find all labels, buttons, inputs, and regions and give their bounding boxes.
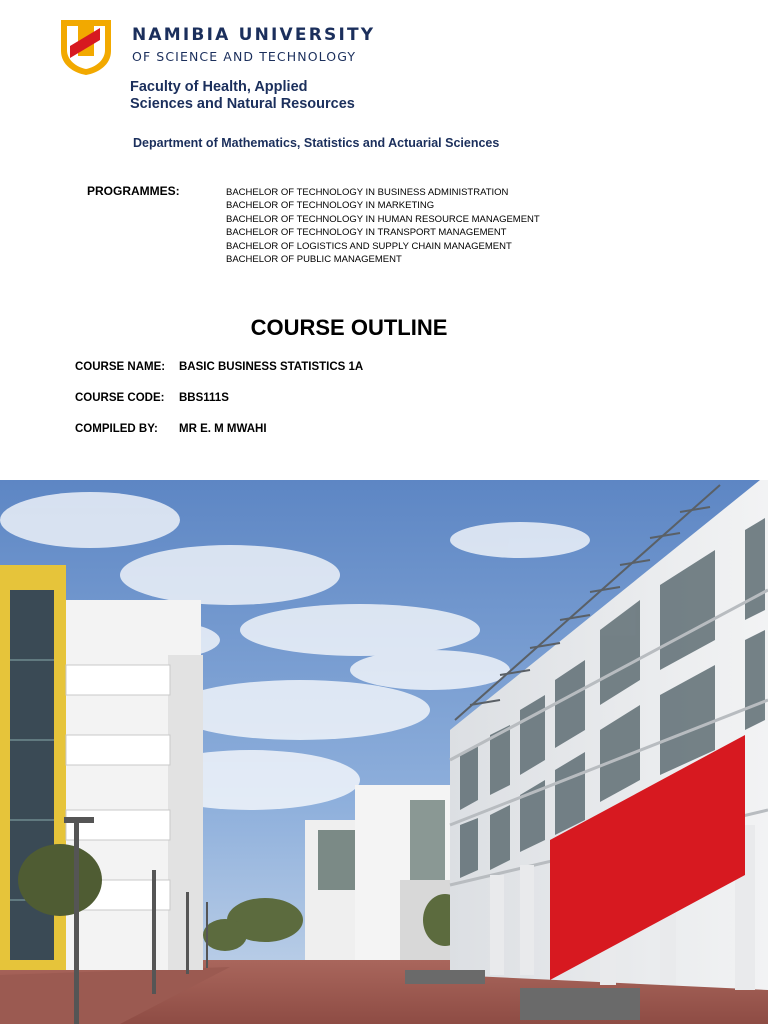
programmes-label: PROGRAMMES: (87, 184, 180, 198)
university-subtitle: OF SCIENCE AND TECHNOLOGY (132, 49, 357, 64)
course-code-label: COURSE CODE: (75, 392, 165, 404)
course-name-row (75, 361, 363, 373)
course-code-value: BBS111S (179, 392, 229, 404)
university-name: NAMIBIA UNIVERSITY (132, 25, 376, 45)
programme-item: BACHELOR OF TECHNOLOGY IN TRANSPORT MANAGEMENT (226, 227, 507, 239)
compiled-by-row (75, 423, 267, 435)
left-building (0, 565, 203, 970)
programmes-list (226, 186, 540, 266)
faculty-line-1: Faculty of Health, Applied (130, 79, 308, 95)
document-title: COURSE OUTLINE (250, 315, 448, 340)
department-name: Department of Mathematics, Statistics and Actuarial Sciences (133, 136, 500, 150)
faculty-name (130, 79, 390, 113)
programme-item: BACHELOR OF LOGISTICS AND SUPPLY CHAIN MANAGEMENT (226, 240, 512, 252)
programme-item: BACHELOR OF TECHNOLOGY IN MARKETING (226, 200, 435, 212)
programme-item: BACHELOR OF PUBLIC MANAGEMENT (226, 254, 402, 266)
programme-item: BACHELOR OF TECHNOLOGY IN BUSINESS ADMINISTRATION (226, 187, 509, 198)
campus-cover-photo (0, 480, 768, 1024)
programme-item: BACHELOR OF TECHNOLOGY IN HUMAN RESOURCE MANAGEMENT (226, 213, 540, 225)
university-logo-icon (58, 18, 114, 76)
course-name-label: COURSE NAME: (75, 361, 166, 373)
faculty-line-2: Sciences and Natural Resources (130, 96, 355, 112)
compiled-by-value: MR E. M MWAHI (179, 423, 267, 435)
course-code-row (75, 392, 229, 404)
compiled-by-label: COMPILED BY: (75, 423, 158, 435)
course-name-value: BASIC BUSINESS STATISTICS 1A (179, 361, 364, 373)
